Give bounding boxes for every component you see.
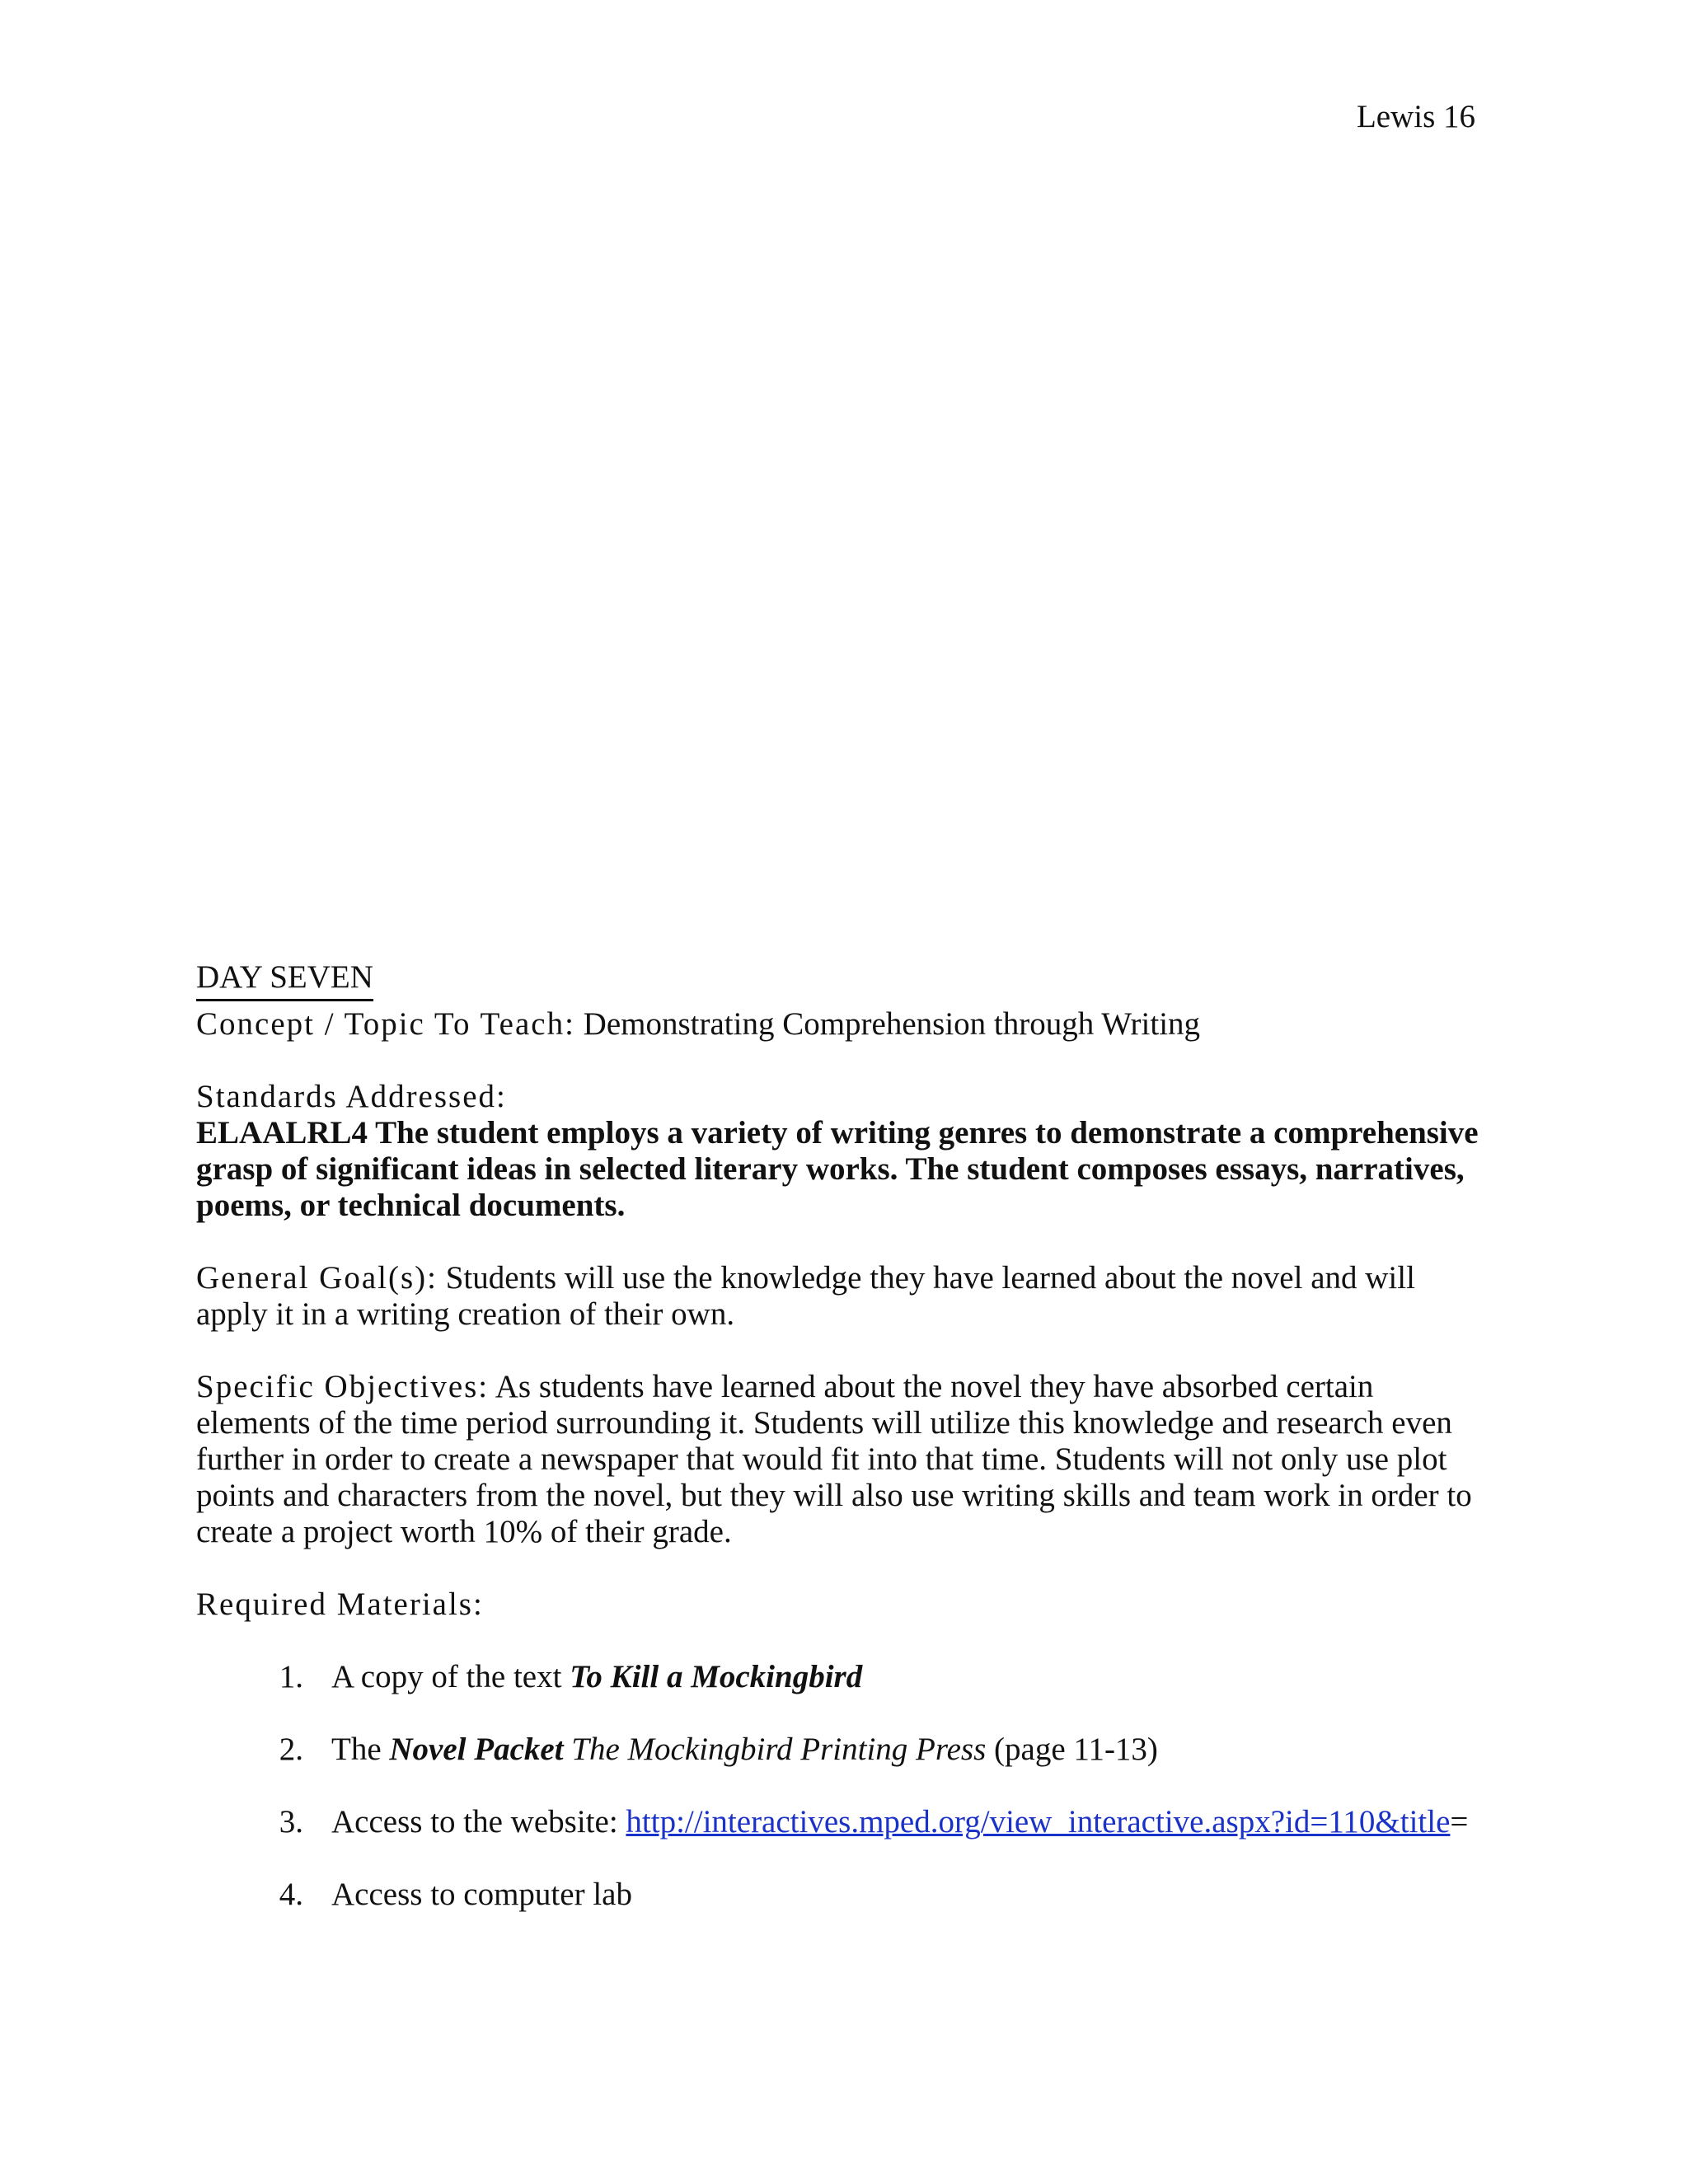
list-number: 2. <box>279 1732 303 1767</box>
specific-objectives-label: Specific Objectives: <box>196 1369 490 1404</box>
required-materials-label: Required Materials: <box>196 1586 484 1622</box>
general-goals-label: General Goal(s): <box>196 1260 438 1296</box>
list-item-text: Access to the website: http://interactives.mped.org/view_interactive.aspx?id=110&title= <box>331 1804 1469 1840</box>
materials-list <box>196 1659 1482 1913</box>
page-number: Lewis 16 <box>1356 99 1475 134</box>
list-item <box>196 1732 1482 1768</box>
packet-title: Novel Packet <box>389 1732 564 1767</box>
book-title: To Kill a Mockingbird <box>570 1659 863 1694</box>
list-item-text: A copy of the text To Kill a Mockingbird <box>331 1659 863 1694</box>
list-item-text: The Novel Packet The Mockingbird Printing Press (page 11-13) <box>331 1732 1158 1767</box>
list-number: 4. <box>279 1877 303 1912</box>
packet-subtitle: The Mockingbird Printing Press <box>563 1732 987 1767</box>
list-item <box>196 1877 1482 1913</box>
lesson-plan-body <box>196 958 1482 1949</box>
general-goals <box>196 1260 1482 1333</box>
website-link[interactable]: http://interactives.mped.org/view_interactive.aspx?id=110&title <box>626 1804 1451 1840</box>
standards-section <box>196 1079 1482 1224</box>
concept-topic <box>196 1006 1482 1043</box>
list-item <box>196 1659 1482 1695</box>
day-title: DAY SEVEN <box>196 958 373 1001</box>
concept-text: Demonstrating Comprehension through Writing <box>583 1006 1201 1042</box>
specific-objectives-text: As students have learned about the novel they have absorbed certain elements of the time period surrounding it. Students will utilize this knowledge and research even further in order to create a newspaper that would fit into that time. Students will not only use plot points and characters from the novel, but they will also use writing skills and team work in order to create a project worth 10% of their grade. <box>196 1369 1472 1549</box>
standards-text: ELAALRL4 The student employs a variety of writing genres to demonstrate a comprehensive grasp of significant ideas in selected literary works. The student composes essays, narratives, poems, or technical documents. <box>196 1115 1479 1223</box>
specific-objectives <box>196 1369 1482 1550</box>
standards-label: Standards Addressed: <box>196 1079 507 1114</box>
concept-label: Concept / Topic To Teach: <box>196 1006 575 1042</box>
list-number: 3. <box>279 1804 303 1840</box>
list-item <box>196 1804 1482 1840</box>
list-item-text: Access to computer lab <box>331 1877 632 1912</box>
general-goals-text: Students will use the knowledge they have learned about the novel and will apply it in a writing creation of their own. <box>196 1260 1415 1332</box>
list-number: 1. <box>279 1659 303 1694</box>
